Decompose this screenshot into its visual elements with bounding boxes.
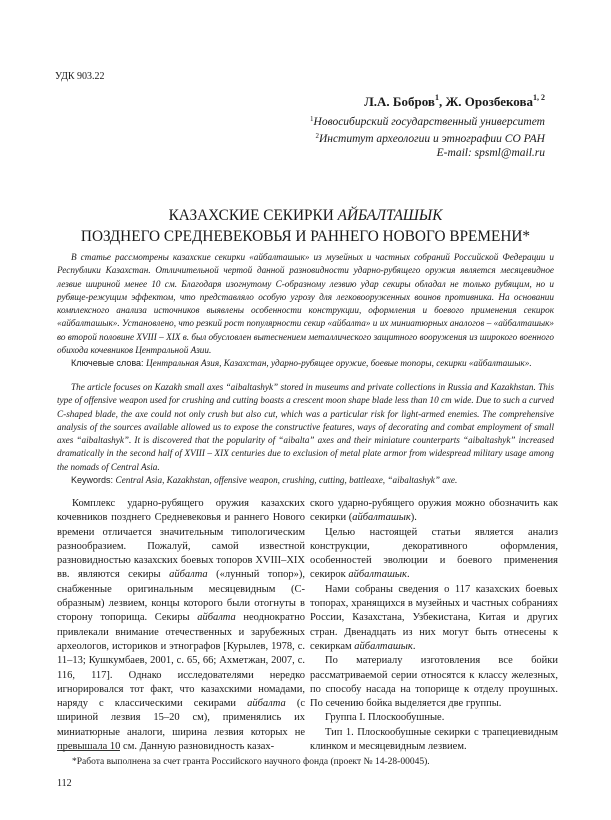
- text-run: .: [406, 569, 410, 581]
- footnote: *Работа выполнена за счет гранта Российского научного фонда (проект № 14-28-00045).: [72, 757, 430, 767]
- affil-number: 1: [310, 115, 314, 123]
- title-text: КАЗАХСКИЕ СЕКИРКИ: [168, 207, 338, 224]
- abstract-en-text: The article focuses on Kazakh small axes “aibaltashyk” stored in museums and private collections in Russia and Kazakhstan. This type of offensive weapon used for crushing and cutting boasts a crescent moon shape blade less than 10 cm wide. Due to such a curved C-shaped blade, the axe could not only crush but also cut, which was a particular risk for light-armed enemies. The comprehensive analysis of the sources available allowed us to expose the constructive features, ways of decorating and combat employment of small axes “aibaltashyk”. It is discovered that the popularity of “aibalta” axes and their miniature counterparts “aibaltashyk” increased dramatically in the second half of XVIII – XIX centuries due to exclusion of metal plate armor from widespread military usage among the nomads of Central Asia.: [57, 382, 554, 472]
- affiliation: [310, 129, 545, 146]
- text-run: ).: [410, 512, 417, 524]
- abstract-ru: [57, 251, 554, 371]
- author-affil-ref: 1: [434, 93, 439, 102]
- page-number: 112: [57, 778, 72, 789]
- italic-term: айбалта: [197, 612, 236, 624]
- keywords-text: Central Asia, Kazakhstan, offensive weapon, crushing, cutting, battleaxe, “aibaltashyk” axe.: [115, 475, 458, 486]
- affil-text: Институт археологии и этнографии СО РАН: [318, 133, 545, 145]
- body-paragraph: [57, 497, 305, 754]
- text-run: ского ударно-рубящего оружия можно обозначить как секирки (: [310, 498, 558, 524]
- email: E-mail: spsml@mail.ru: [436, 147, 545, 159]
- italic-term: айбалташык: [348, 569, 407, 581]
- affil-number: 2: [315, 132, 319, 140]
- affil-text: Новосибирский государственный университет: [313, 116, 545, 128]
- author-separator: ,: [438, 94, 446, 109]
- text-run: .: [412, 640, 416, 652]
- abstract-en: [57, 381, 554, 487]
- title-italic-term: АЙБАЛТАШЫК: [337, 207, 443, 224]
- italic-term: айбалта: [169, 569, 208, 581]
- udk-code: УДК 903.22: [55, 71, 105, 82]
- affiliation: [310, 112, 545, 129]
- type-heading: Тип 1. Плоскообушные секирки с трапециевидным клинком и месяцевидным лезвием.: [310, 726, 558, 753]
- text-run: Комплекс ударно-рубящего оружия казахских кочевников позднего Средневековья и раннего Нового времени отличается значительным типологическим разнообразием. Пожалуй, самой известной разновидностью казахских боевых топоров XVIII–XIX вв. являются секиры: [57, 498, 305, 581]
- title-line-1: [0, 205, 611, 226]
- text-run: неоднократно привлекали внимание отечественных и зарубежных археологов, историков и этнографов [Курылев, 1978, с. 11–13; Кушкумбаев, 2001, с. 65, 66; Ахметжан, 2007, с. 116, 117]. Однако исследователями нередко игнорировался тот факт, что казахскими номадами, наряду с классическими секирами: [57, 612, 306, 710]
- italic-term: айбалташык: [354, 640, 413, 652]
- author-name: Л.А. Бобров: [364, 94, 435, 109]
- body-paragraph: По материалу изготовления все бойки рассматриваемой серии относятся к классу железных, по способу насада на топорище к отделу проушных. По сечению бойка выделяется две группы.: [310, 655, 558, 710]
- body-column-right: [310, 497, 558, 754]
- keywords-label: Ключевые слова:: [71, 358, 147, 369]
- italic-term: айбалташык: [352, 512, 411, 524]
- italic-term: айбалта: [247, 698, 286, 710]
- affiliations: [310, 112, 545, 160]
- keywords-ru: [57, 357, 554, 370]
- keywords-en: [57, 474, 554, 487]
- body-column-left: [57, 497, 305, 754]
- keywords-label: Keywords:: [71, 475, 116, 486]
- title-line-2: ПОЗДНЕГО СРЕДНЕВЕКОВЬЯ И РАННЕГО НОВОГО ВРЕМЕНИ*: [80, 228, 531, 245]
- text-run: («лунный топор»), снабженные оригинальным месяцевидным (С-образным) лезвием, концы которого были отогнуты в сторону топорища. Секиры: [57, 569, 305, 624]
- author-name: Ж. Орозбекова: [445, 94, 533, 109]
- abstract-ru-text: В статье рассмотрены казахские секирки «айбалташык» из музейных и частных собраний Российской Федерации и Республики Казахстан. Отличительной чертой данной разновидности ударно-рубящего оружия является месяцевидное лезвие шириной менее 10 см. Благодаря изогнутому С-образному лезвию удар секиры обладал не только рубящим, но и рубяще-режущим эффектом, что представляло особую угрозу для легковооруженных воинов противника. На основании комплексного анализа источников выявлены особенности конструкции, оформления и боевого применения секирок «айбалташык». Установлено, что резкий рост популярности секир «айбалта» и их миниатюрных аналогов – «айбалташык» во второй половине XVIII – XIX в. был обусловлен вытеснением металлического защитного вооружения из широкого военного обихода кочевников Центральной Азии.: [57, 252, 554, 356]
- authors: [364, 93, 545, 110]
- body-paragraph: [310, 497, 558, 526]
- text-run: Нами собраны сведения о 117 казахских боевых топорах, хранящихся в музейных и частных собраниях России, Казахстана, Узбекистана, Китая и других стран. Двенадцать из них могут быть отнесены к секиркам: [310, 583, 558, 652]
- group-heading: Группа I. Плоскообушные.: [325, 712, 445, 724]
- footnote-divider: [57, 750, 120, 751]
- author-affil-ref: 1, 2: [533, 93, 545, 102]
- body-paragraph: [310, 583, 558, 654]
- article-title: [0, 205, 611, 247]
- body-paragraph: [310, 526, 558, 583]
- text-run: (с шириной лезвия 15–20 см), применялись их миниатюрные аналоги, ширина лезвия которых не превышала 10 см. Данную разновидность казах-: [57, 698, 305, 753]
- keywords-text: Центральная Азия, Казахстан, ударно-рубящее оружие, боевые топоры, секирки «айбалташык».: [146, 358, 532, 369]
- text-run: Целью настоящей статьи является анализ конструкции, декоративного оформления, особенностей эволюции и боевого применения секирок: [310, 526, 558, 581]
